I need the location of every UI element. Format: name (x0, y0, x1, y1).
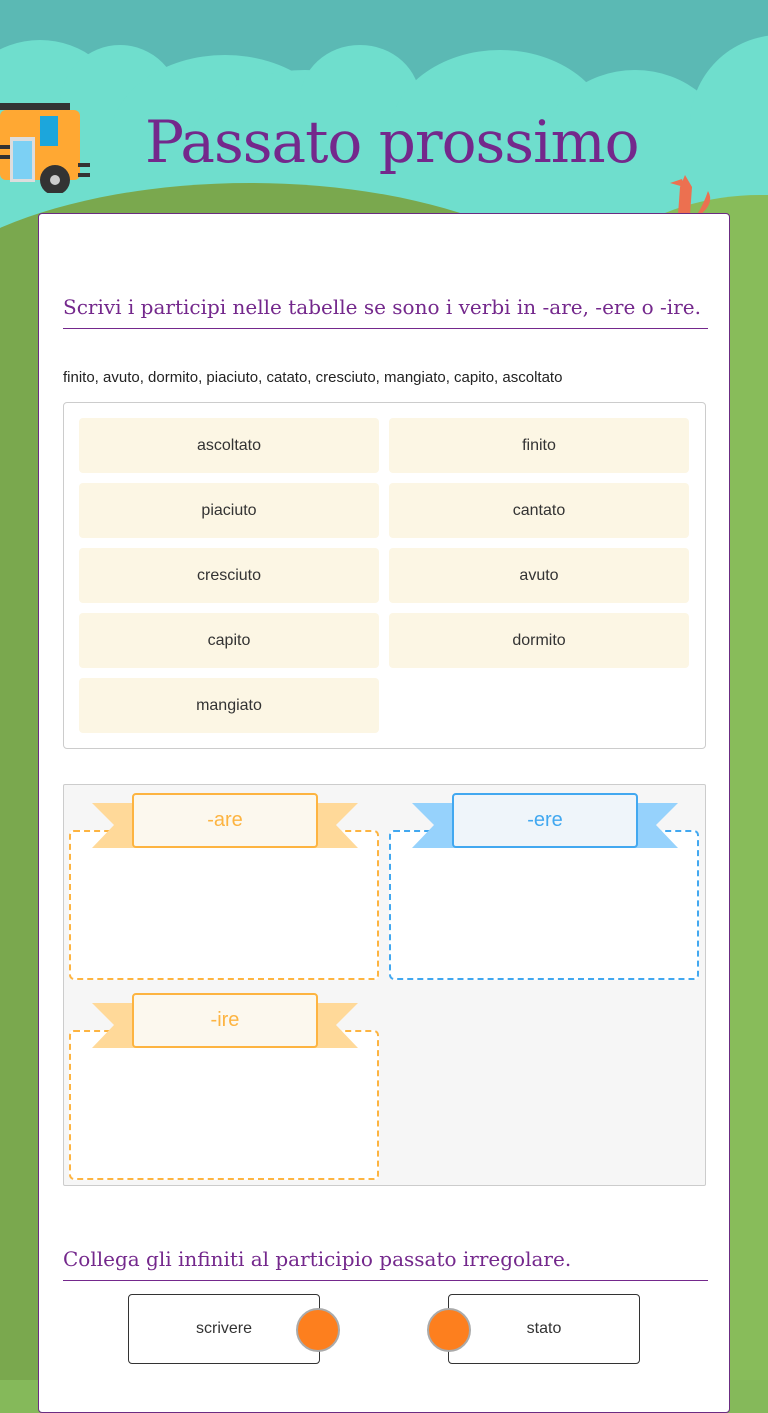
category-area (63, 784, 706, 1186)
category-ribbon (412, 793, 678, 848)
drop-zone-ire[interactable] (69, 1030, 379, 1180)
question-heading-2: Collega gli infiniti al participio passato irregolare. (63, 1246, 708, 1281)
page-title: Passato prossimo (145, 108, 639, 176)
draggable-word[interactable]: ascoltato (79, 418, 379, 473)
draggable-word[interactable]: avuto (389, 548, 689, 603)
category-label-ere: -ere (452, 793, 638, 848)
school-bus-icon (0, 103, 90, 193)
draggable-word[interactable]: dormito (389, 613, 689, 668)
drop-zone-ere[interactable] (389, 830, 699, 980)
match-item-left[interactable] (128, 1294, 320, 1364)
category-ribbon (92, 993, 358, 1048)
worksheet-card (38, 213, 730, 1413)
category-label-are: -are (132, 793, 318, 848)
draggable-word[interactable]: finito (389, 418, 689, 473)
fox-icon (670, 173, 720, 215)
draggable-word[interactable]: mangiato (79, 678, 379, 733)
draggable-word[interactable]: cresciuto (79, 548, 379, 603)
word-bank (63, 402, 706, 749)
draggable-word[interactable]: cantato (389, 483, 689, 538)
connector-dot[interactable] (427, 1308, 471, 1352)
match-item-right[interactable] (448, 1294, 640, 1364)
draggable-word[interactable]: piaciuto (79, 483, 379, 538)
connector-dot[interactable] (296, 1308, 340, 1352)
match-text: scrivere (195, 1320, 252, 1337)
draggable-word[interactable]: capito (79, 613, 379, 668)
drop-zone-are[interactable] (69, 830, 379, 980)
match-text: stato (526, 1320, 562, 1337)
category-label-ire: -ire (132, 993, 318, 1048)
category-ribbon (92, 793, 358, 848)
question-heading: Scrivi i participi nelle tabelle se sono i verbi in -are, -ere o -ire. (63, 294, 708, 329)
word-list: finito, avuto, dormito, piaciuto, catato, cresciuto, mangiato, capito, ascoltato (63, 369, 563, 386)
